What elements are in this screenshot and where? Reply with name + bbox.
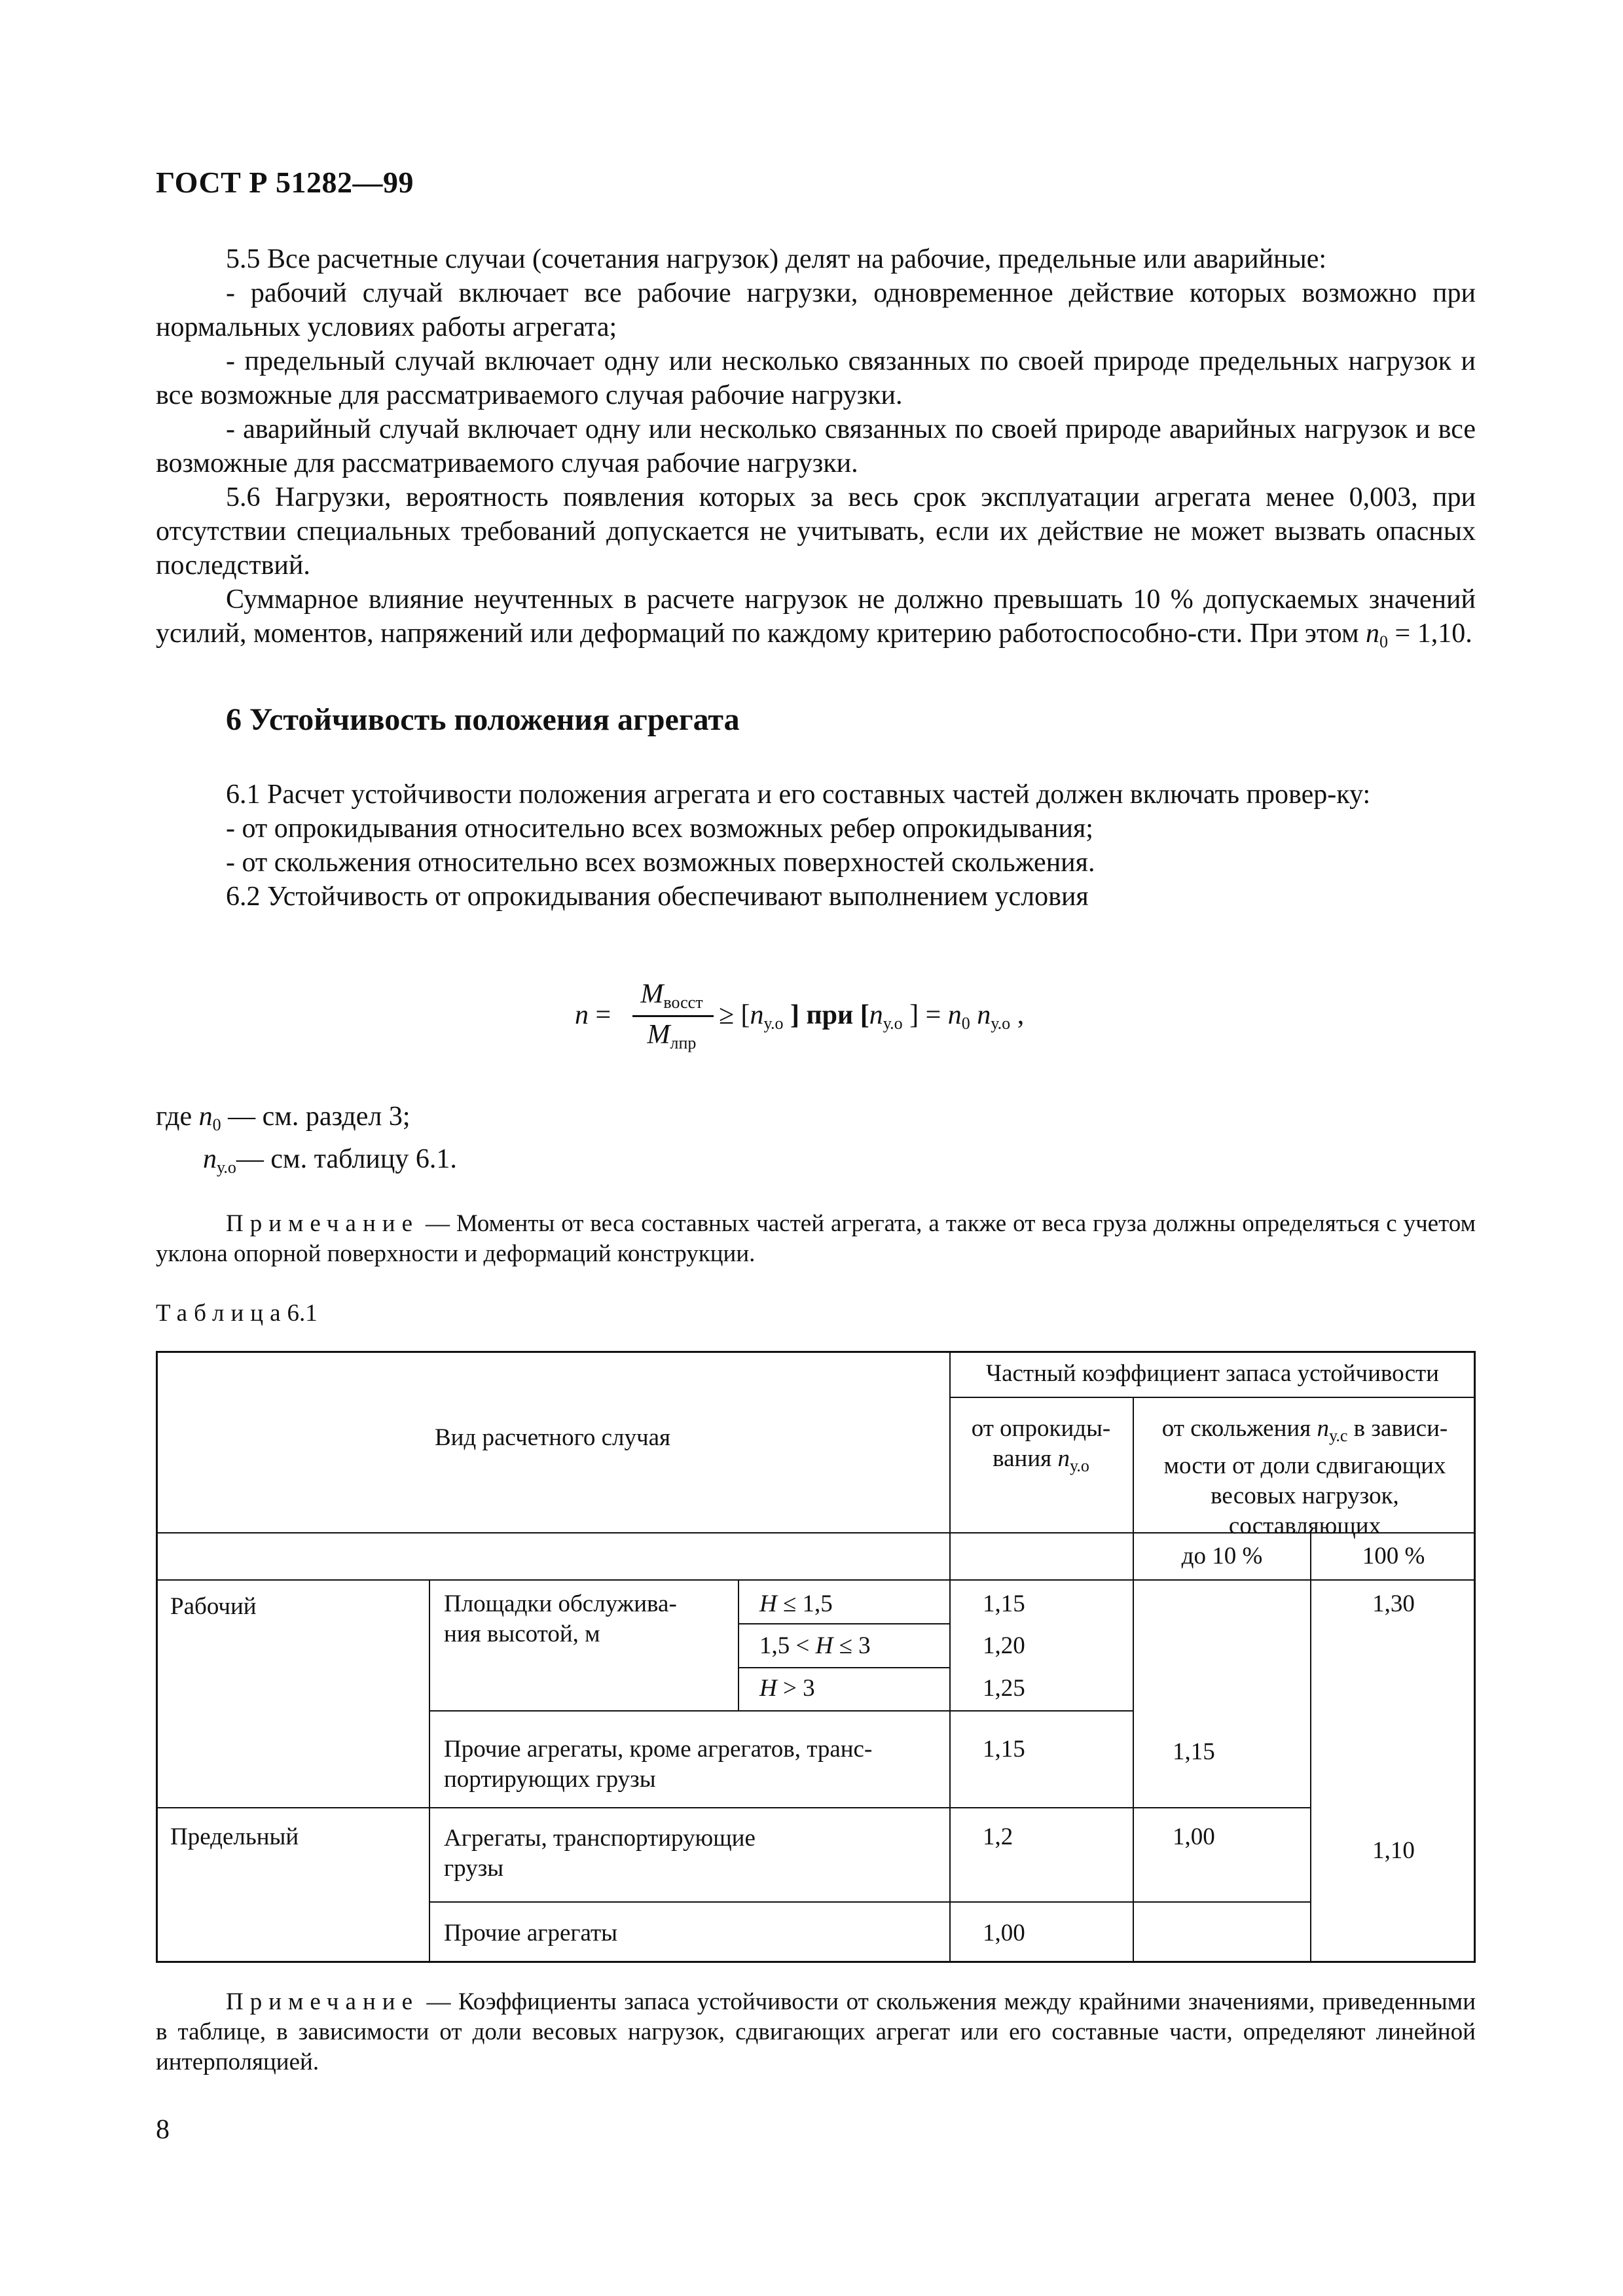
cell-h-symbol-1: H <box>759 1590 777 1617</box>
where-block <box>156 1100 457 1185</box>
cell-h-gt-3 <box>759 1674 815 1704</box>
header-sliding-post: в зависи- <box>1347 1415 1448 1442</box>
cell-other-units-l1: Прочие агрегаты, кроме агрегатов, транс- <box>444 1736 873 1763</box>
section-6-title: 6 Устойчивость положения агрегата <box>226 702 740 737</box>
fraction-numerator <box>632 978 711 1013</box>
header-overturning <box>949 1414 1133 1481</box>
cell-other-units <box>444 1734 935 1795</box>
cell-transport-over: 1,2 <box>983 1823 1013 1850</box>
paragraph-overturning: - от опрокидывания относительно всех возможных ребер опрокидывания; <box>226 814 1093 844</box>
cell-transport-l2: грузы <box>444 1855 504 1882</box>
table-caption <box>156 1299 318 1327</box>
formula-nyo-2: n <box>869 1000 883 1030</box>
where-n0-sub: 0 <box>212 1115 221 1134</box>
cell-limit: Предельный <box>170 1823 299 1850</box>
row-line-transport <box>429 1901 1310 1903</box>
header-coefficient: Частный коэффициент запаса устойчивости <box>986 1360 1439 1387</box>
paragraph-work-case: - рабочий случай включает все рабочие нагрузки, одновременное действие которых возможно при нормальных условиях работы агрегата; <box>156 278 1476 342</box>
note-2 <box>156 1987 1476 2077</box>
cell-value-1-15: 1,15 <box>983 1590 1025 1617</box>
paragraph-total-influence <box>156 583 1476 659</box>
cell-platforms-l2: ния высотой, м <box>444 1621 600 1647</box>
table-caption-number: 6.1 <box>287 1300 318 1327</box>
cell-h-symbol-2: H <box>815 1632 833 1659</box>
numerator-m: M <box>640 979 664 1009</box>
row-line-work <box>156 1807 1310 1808</box>
header-overturning-sub: у.о <box>1069 1456 1089 1475</box>
subheader-bottom-line <box>156 1579 1476 1581</box>
formula-equals-2: ] = <box>909 1000 941 1030</box>
formula-n0-sub: 0 <box>961 1014 970 1033</box>
note-2-text: — Коэффициенты запаса устойчивости от скольжения между крайними значениями, приведенными в таблице, в зависимости от доли весовых нагрузок, сдвигающих агрегат или его составные части, определяют линейной интерполяцией. <box>156 1988 1476 2075</box>
where-nyo-text: — см. таблицу 6.1. <box>236 1144 457 1174</box>
formula-nyo-2-sub: у.о <box>883 1014 903 1033</box>
cell-h-range-1: ≤ 1,5 <box>782 1590 833 1617</box>
page-number: 8 <box>156 2115 170 2145</box>
denominator-m: M <box>647 1020 670 1050</box>
section-5-text <box>156 242 1476 659</box>
n0-value: = 1,10. <box>1388 619 1472 649</box>
where-nyo-sub: у.о <box>217 1158 236 1177</box>
header-sliding <box>1134 1414 1476 1541</box>
where-n0: n <box>198 1102 213 1132</box>
formula-nyo-1-sub: у.о <box>763 1014 784 1033</box>
cell-h-range-2-pre: 1,5 < <box>759 1632 810 1659</box>
header-sliding-n: n <box>1317 1415 1329 1442</box>
header-overturning-n: n <box>1057 1445 1070 1472</box>
paragraph-6-1: 6.1 Расчет устойчивости положения агрегата и его составных частей должен включать провер-ку: <box>226 780 1371 810</box>
paragraph-5-6: 5.6 Нагрузки, вероятность появления которых за весь срок эксплуатации агрегата менее 0,003, при отсутствии специальных требований допускается не учитывать, если их действие не может вызвать опасных последствий. <box>156 482 1476 581</box>
formula-comma: , <box>1017 1000 1025 1030</box>
formula-rhs <box>719 999 1024 1033</box>
cell-value-1-25: 1,25 <box>983 1675 1025 1702</box>
cell-platforms <box>444 1589 725 1649</box>
table-border-top <box>156 1351 1476 1353</box>
cell-h-le-1-5 <box>759 1589 833 1619</box>
cell-platforms-l1: Площадки обслужива- <box>444 1590 677 1617</box>
table-caption-label: Таблица <box>156 1300 287 1327</box>
note-2-paragraph <box>156 1987 1476 2077</box>
where-n0-text: — см. раздел 3; <box>221 1102 410 1132</box>
note-2-label: Примечание <box>226 1988 419 2015</box>
header-case-type: Вид расчетного случая <box>434 1424 671 1451</box>
document-header: ГОСТ Р 51282—99 <box>156 166 414 199</box>
formula-lhs <box>575 999 611 1031</box>
fraction-denominator <box>632 1019 711 1053</box>
cell-value-1-20: 1,20 <box>983 1632 1025 1659</box>
cell-value-1-30: 1,30 <box>1372 1590 1415 1617</box>
formula-ge: ≥ [ <box>719 1000 750 1030</box>
subheader-100: 100 % <box>1362 1543 1425 1570</box>
cell-other-units-2: Прочие агрегаты <box>444 1920 618 1946</box>
note-1-label: Примечание <box>226 1210 419 1237</box>
header-overturning-text: вания <box>993 1445 1058 1472</box>
cell-slide-up-to-10: 1,15 <box>1173 1738 1215 1765</box>
paragraph-limit-case: - предельный случай включает одну или несколько связанных по своей природе предельных нагрузок и все возможные для рассматриваемого случая рабочие нагрузки. <box>156 346 1476 410</box>
fraction-bar <box>632 1015 714 1017</box>
cell-working: Рабочий <box>170 1593 257 1620</box>
cell-transport-slide: 1,00 <box>1173 1823 1215 1850</box>
table-border-bottom <box>156 1961 1476 1963</box>
header-sliding-l4: составляющих <box>1228 1513 1381 1539</box>
where-line-nyo <box>156 1142 457 1185</box>
note-1-text: — Моменты от веса составных частей агрегата, а также от веса груза должны определяться с учетом уклона опорной поверхности и деформаций конструкции. <box>156 1210 1476 1267</box>
header-sliding-l1 <box>1134 1414 1476 1451</box>
numerator-sub: восст <box>663 993 703 1012</box>
stability-formula <box>575 978 1164 1064</box>
header-sliding-l3: весовых нагрузок, <box>1211 1482 1399 1509</box>
header-group-line <box>949 1397 1476 1398</box>
section-6-text <box>156 778 1476 914</box>
n0-subscript: 0 <box>1379 632 1389 651</box>
formula-n: n <box>575 1000 589 1030</box>
cell-h-1-5-to-3 <box>759 1631 871 1661</box>
cell-h-symbol-3: H <box>759 1675 777 1702</box>
row-line-h1 <box>738 1623 951 1624</box>
note-1-paragraph <box>156 1209 1476 1269</box>
paragraph-sliding: - от скольжения относительно всех возможных поверхностей скольжения. <box>226 848 1095 878</box>
denominator-sub: лпр <box>670 1033 697 1052</box>
formula-equals: = <box>595 1000 611 1030</box>
header-sliding-pre: от скольжения <box>1161 1415 1317 1442</box>
where-nyo: n <box>203 1144 217 1174</box>
cell-transport-l1: Агрегаты, транспортирующие <box>444 1825 756 1852</box>
paragraph-emergency-case: - аварийный случай включает одну или несколько связанных по своей природе аварийных нагрузок и все возможные для рассматриваемого случая рабочие нагрузки. <box>156 414 1476 478</box>
subheader-up-to-10: до 10 % <box>1181 1543 1263 1570</box>
cell-limit-100: 1,10 <box>1372 1837 1415 1864</box>
formula-nyo-1: n <box>750 1000 764 1030</box>
paragraph-5-5: 5.5 Все расчетные случаи (сочетания нагрузок) делят на рабочие, предельные или аварийные: <box>226 244 1327 274</box>
formula-nyo-3: n <box>977 1000 991 1030</box>
cell-other-2-value: 1,00 <box>983 1920 1025 1946</box>
header-sliding-l2: мости от доли сдвигающих <box>1163 1452 1446 1479</box>
formula-pri: ] при [ <box>790 1000 869 1030</box>
cell-h-range-2-post: ≤ 3 <box>839 1632 871 1659</box>
total-influence-text: Суммарное влияние неучтенных в расчете нагрузок не должно превышать 10 % допускаемых значений усилий, моментов, напряжений или деформаций по каждому критерию работоспособно-сти. При этом <box>156 584 1476 649</box>
cell-h-range-3: > 3 <box>782 1675 815 1702</box>
stability-table <box>156 1351 1476 1963</box>
n0-symbol: n <box>1366 619 1380 649</box>
col-line-desc <box>429 1579 430 1963</box>
header-overturning-l1: от опрокиды- <box>971 1415 1111 1442</box>
row-line-platform <box>429 1710 1134 1712</box>
row-line-h2 <box>738 1667 951 1668</box>
formula-nyo-3-sub: у.о <box>991 1014 1011 1033</box>
cell-transport-units <box>444 1823 837 1884</box>
formula-n0: n <box>947 1000 962 1030</box>
header-overturning-l2 <box>949 1444 1133 1481</box>
note-1 <box>156 1209 1476 1269</box>
where-prefix: где <box>156 1102 199 1132</box>
where-line-n0 <box>156 1100 457 1142</box>
cell-other-units-l2: портирующих грузы <box>444 1766 656 1793</box>
cell-other-over: 1,15 <box>983 1736 1025 1763</box>
paragraph-6-2: 6.2 Устойчивость от опрокидывания обеспечивают выполнением условия <box>226 882 1089 912</box>
col-line-height <box>738 1579 739 1710</box>
header-sliding-sub: у.с <box>1328 1426 1348 1445</box>
